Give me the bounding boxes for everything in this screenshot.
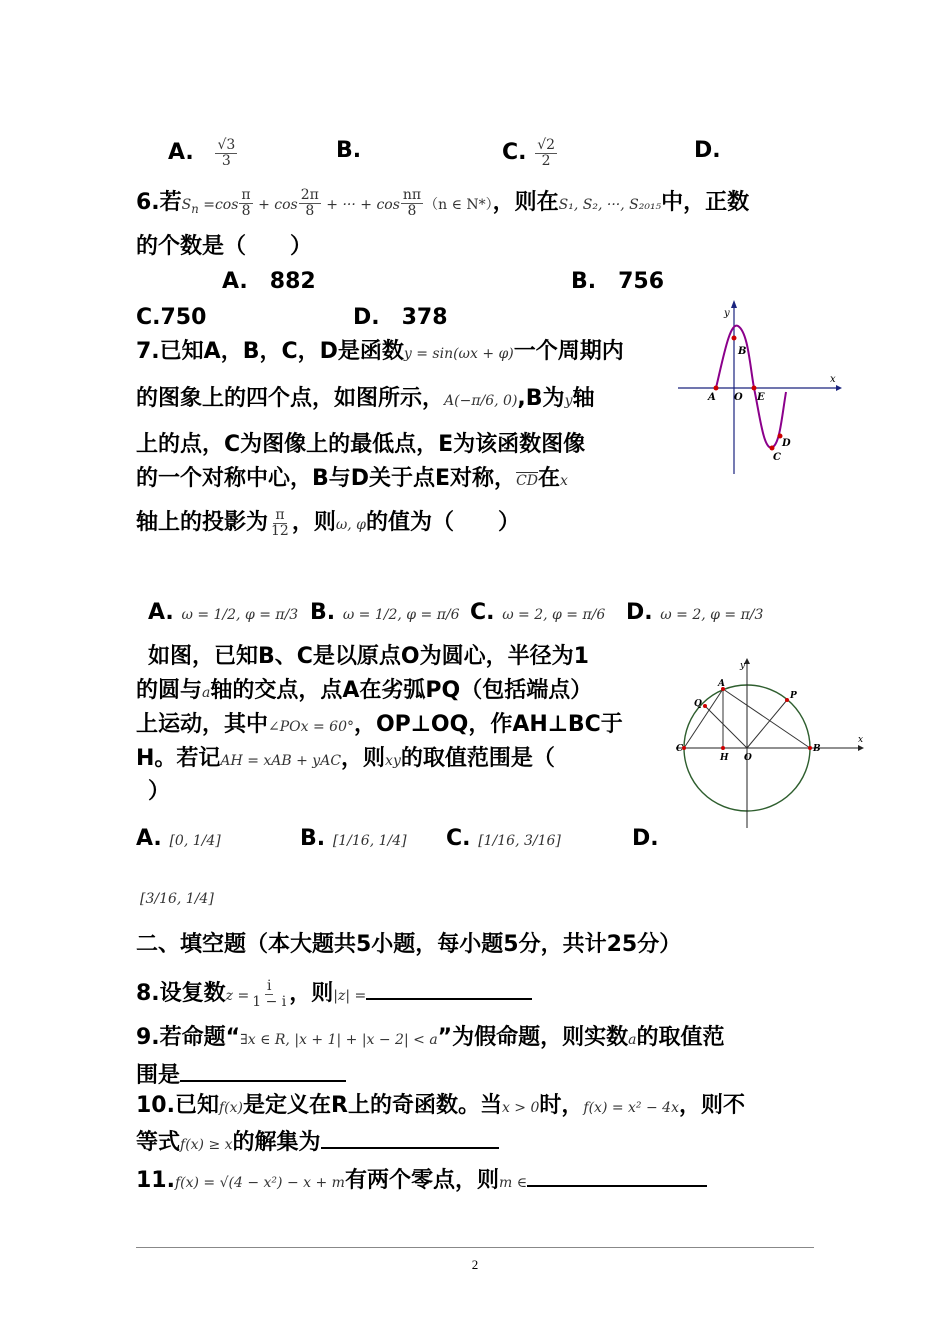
formula-sn: $S_n =\cos$ xyxy=(181,197,239,216)
q11-line: 11.f(x) = √(4 − x²) − x + m有两个零点，则m ∈ xyxy=(136,1165,707,1194)
q7-option-d: D. ω = 2, φ = π/3 xyxy=(626,600,764,625)
q5-option-d: D. xyxy=(694,138,721,163)
q7-line1: 7.已知A，B，C，D是函数y = sin(ωx + φ)一个周期内 xyxy=(136,339,624,364)
fraction: $\frac{√2}{2}$ xyxy=(537,137,556,169)
q7-line3: 上的点，C为图像上的最低点，E为该函数图像 xyxy=(136,432,586,457)
q6-option-a: A. 882 xyxy=(222,269,316,294)
q6-line2: 的个数是（ ） xyxy=(136,234,313,259)
q10-line1: 10.已知f(x)是定义在R上的奇函数。当x > 0时，f(x) = x² − 4x，则不 xyxy=(136,1093,745,1118)
qc-line2: 的圆与a轴的交点，点A在劣弧PQ（包括端点） xyxy=(136,678,593,703)
svg-text:y: y xyxy=(724,308,730,319)
q7-line4: 的一个对称中心，B与D关于点E对称，$\overline{CD}$在x xyxy=(136,466,568,491)
svg-text:Q: Q xyxy=(694,699,702,709)
fraction: $\frac{√3}{3}$ xyxy=(217,137,236,169)
qc-line3: 上运动，其中∠POx = 60°，OP⊥OQ，作AH⊥BC于 xyxy=(136,712,623,737)
circle-figure xyxy=(674,656,870,836)
qc-option-d: D. xyxy=(632,826,659,851)
qc-option-d-range: [3/16, 1/4] xyxy=(140,891,214,907)
q5-option-b: B. xyxy=(336,138,362,163)
page-number: 2 xyxy=(471,1257,479,1272)
q8-answer-blank[interactable] xyxy=(366,978,532,1000)
svg-text:A: A xyxy=(718,679,725,689)
svg-text:x: x xyxy=(830,374,836,385)
q6-option-b: B. 756 xyxy=(571,269,665,294)
q5-option-c: C. $\frac{√2}{2}$ xyxy=(502,137,556,169)
q6-option-d: D. 378 xyxy=(353,305,448,330)
svg-text:P: P xyxy=(790,691,797,701)
q6-line1: 6.若$S_n =\cos$ $\frac{\pi}{8}$ + cos $\frac{2\pi}{8}$ + ··· + cos $\frac{n\pi}{8}$ （n ∈ N*），则在S₁, S₂, ···, S₂₀₁₅中，正数 xyxy=(136,187,750,219)
svg-text:A: A xyxy=(708,392,716,403)
svg-text:D: D xyxy=(782,438,791,449)
qc-option-a: A. [0, 1/4] xyxy=(136,826,221,851)
q11-answer-blank[interactable] xyxy=(527,1165,707,1187)
svg-text:C: C xyxy=(773,452,781,463)
qc-line5: ） xyxy=(148,779,171,804)
q9-line1: 9.若命题“∃x ∈ R, |x + 1| + |x − 2| < a”为假命题，则实数a的取值范 xyxy=(136,1025,725,1050)
qc-option-c: C. [1/16, 3/16] xyxy=(446,826,561,851)
q7-option-a: A. ω = 1/2, φ = π/3 xyxy=(148,600,299,625)
q5-option-a: A. $\frac{√3}{3}$ xyxy=(168,137,236,169)
svg-text:x: x xyxy=(858,735,864,745)
section-2-heading: 二、填空题（本大题共5小题，每小题5分，共计25分） xyxy=(136,932,682,957)
q8-line: 8.设复数z = $\frac{i}{1 - i}$ ，则|z| = xyxy=(136,978,532,1009)
svg-text:E: E xyxy=(757,392,765,403)
svg-text:B: B xyxy=(813,744,821,754)
qc-option-b: B. [1/16, 1/4] xyxy=(300,826,407,851)
q9-line2: 围是 xyxy=(136,1060,346,1089)
svg-text:O: O xyxy=(734,392,743,403)
svg-text:B: B xyxy=(738,346,747,357)
q10-line2: 等式f(x) ≥ x的解集为 xyxy=(136,1127,499,1156)
qc-line4: H。若记AH = xAB + yAC，则xy的取值范围是（ xyxy=(136,746,555,771)
qc-line1: 如图，已知B、C是以原点O为圆心，半径为1 xyxy=(148,644,589,669)
q7-option-b: B. ω = 1/2, φ = π/6 xyxy=(310,600,460,625)
footer-rule xyxy=(136,1247,814,1248)
svg-text:y: y xyxy=(740,661,746,671)
svg-text:H: H xyxy=(720,753,729,763)
q7-line5: 轴上的投影为 $\frac{\pi}{12}$ ，则ω, φ的值为（ ） xyxy=(136,507,520,539)
q7-option-c: C. ω = 2, φ = π/6 xyxy=(470,600,606,625)
q7-line2: 的图象上的四个点，如图所示，A(−π/6, 0),B为y轴 xyxy=(136,386,595,411)
q9-answer-blank[interactable] xyxy=(180,1060,346,1082)
svg-text:O: O xyxy=(744,753,752,763)
q6-option-c: C.750 xyxy=(136,305,207,330)
svg-text:C: C xyxy=(676,744,684,754)
sine-graph-figure xyxy=(676,296,846,476)
q10-answer-blank[interactable] xyxy=(321,1127,499,1149)
